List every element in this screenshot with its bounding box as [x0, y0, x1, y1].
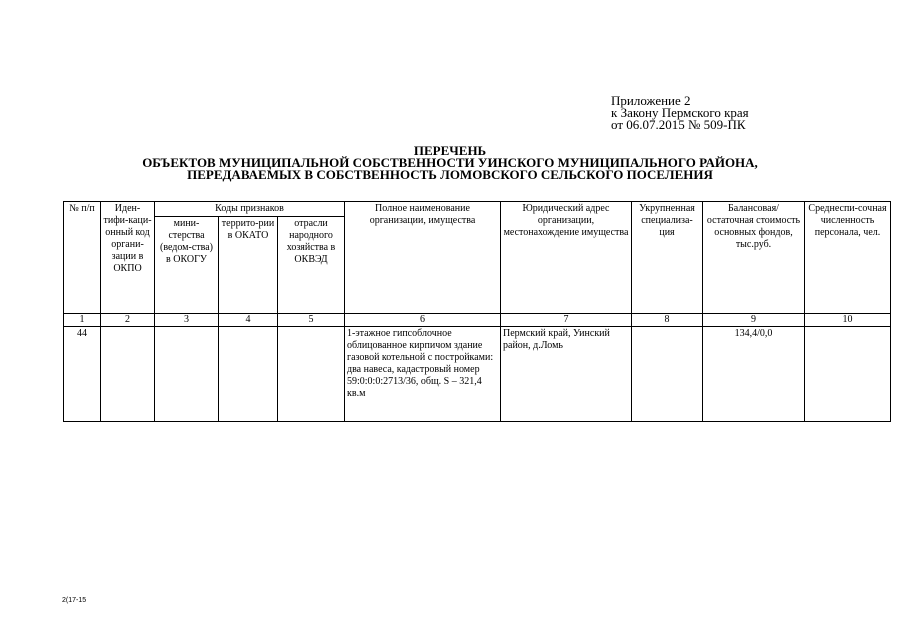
row-name: 1-этажное гипсоблочное облицованное кирпичом здание газовой котельной с постройками: два навеса, кадастровый номер 59:0:0:0:2713/36, общ. S – 321,4 кв.м	[345, 327, 501, 422]
heading-title: ПЕРЕЧЕНЬ	[413, 143, 487, 158]
property-table	[63, 201, 891, 422]
header-row-1	[64, 202, 891, 217]
header-address: Юридический адрес организации, местонахождение имущества	[501, 202, 632, 314]
column-number: 3	[155, 314, 219, 327]
appendix-line-3: от 06.07.2015 № 509-ПК	[611, 117, 746, 132]
row-okved	[278, 327, 345, 422]
column-number: 8	[632, 314, 703, 327]
header-staff: Среднеспи-сочная численность персонала, чел.	[805, 202, 891, 314]
column-number: 2	[101, 314, 155, 327]
column-number: 10	[805, 314, 891, 327]
heading-line-3: ПЕРЕДАВАЕМЫХ В СОБСТВЕННОСТЬ ЛОМОВСКОГО СЕЛЬСКОГО ПОСЕЛЕНИЯ	[187, 167, 713, 182]
header-codes-group: Коды признаков	[155, 202, 345, 217]
row-address: Пермский край, Уинский район, д.Ломь	[501, 327, 632, 422]
column-number: 6	[345, 314, 501, 327]
heading-line-2: ОБЪЕКТОВ МУНИЦИПАЛЬНОЙ СОБСТВЕННОСТИ УИНСКОГО МУНИЦИПАЛЬНОГО РАЙОНА,	[142, 155, 758, 170]
row-specialization	[632, 327, 703, 422]
appendix-line-2: к Закону Пермского края	[611, 105, 749, 120]
appendix-line-1: Приложение 2	[611, 93, 691, 108]
column-number: 7	[501, 314, 632, 327]
header-value: Балансовая/ остаточная стоимость основных фондов, тыс.руб.	[703, 202, 805, 314]
row-value: 134,4/0,0	[703, 327, 805, 422]
document-heading	[60, 145, 840, 181]
row-num: 44	[64, 327, 101, 422]
header-specialization: Укрупненная специализа-ция	[632, 202, 703, 314]
header-okpo: Иден-тифи-каци-онный код органи-зации в ОКПО	[101, 202, 155, 314]
appendix-note	[611, 95, 811, 131]
column-number: 4	[219, 314, 278, 327]
footer-code: 2(17-15	[62, 597, 87, 604]
row-okato	[219, 327, 278, 422]
header-okato: террито-рии в ОКАТО	[219, 217, 278, 314]
column-number-row	[64, 314, 891, 327]
row-staff	[805, 327, 891, 422]
column-number: 9	[703, 314, 805, 327]
row-okogu	[155, 327, 219, 422]
column-number: 1	[64, 314, 101, 327]
header-name: Полное наименование организации, имущества	[345, 202, 501, 314]
column-number: 5	[278, 314, 345, 327]
header-okved: отрасли народного хозяйства в ОКВЭД	[278, 217, 345, 314]
table-row	[64, 327, 891, 422]
header-okogu: мини-стерства (ведом-ства) в ОКОГУ	[155, 217, 219, 314]
header-num: № п/п	[64, 202, 101, 314]
row-okpo	[101, 327, 155, 422]
